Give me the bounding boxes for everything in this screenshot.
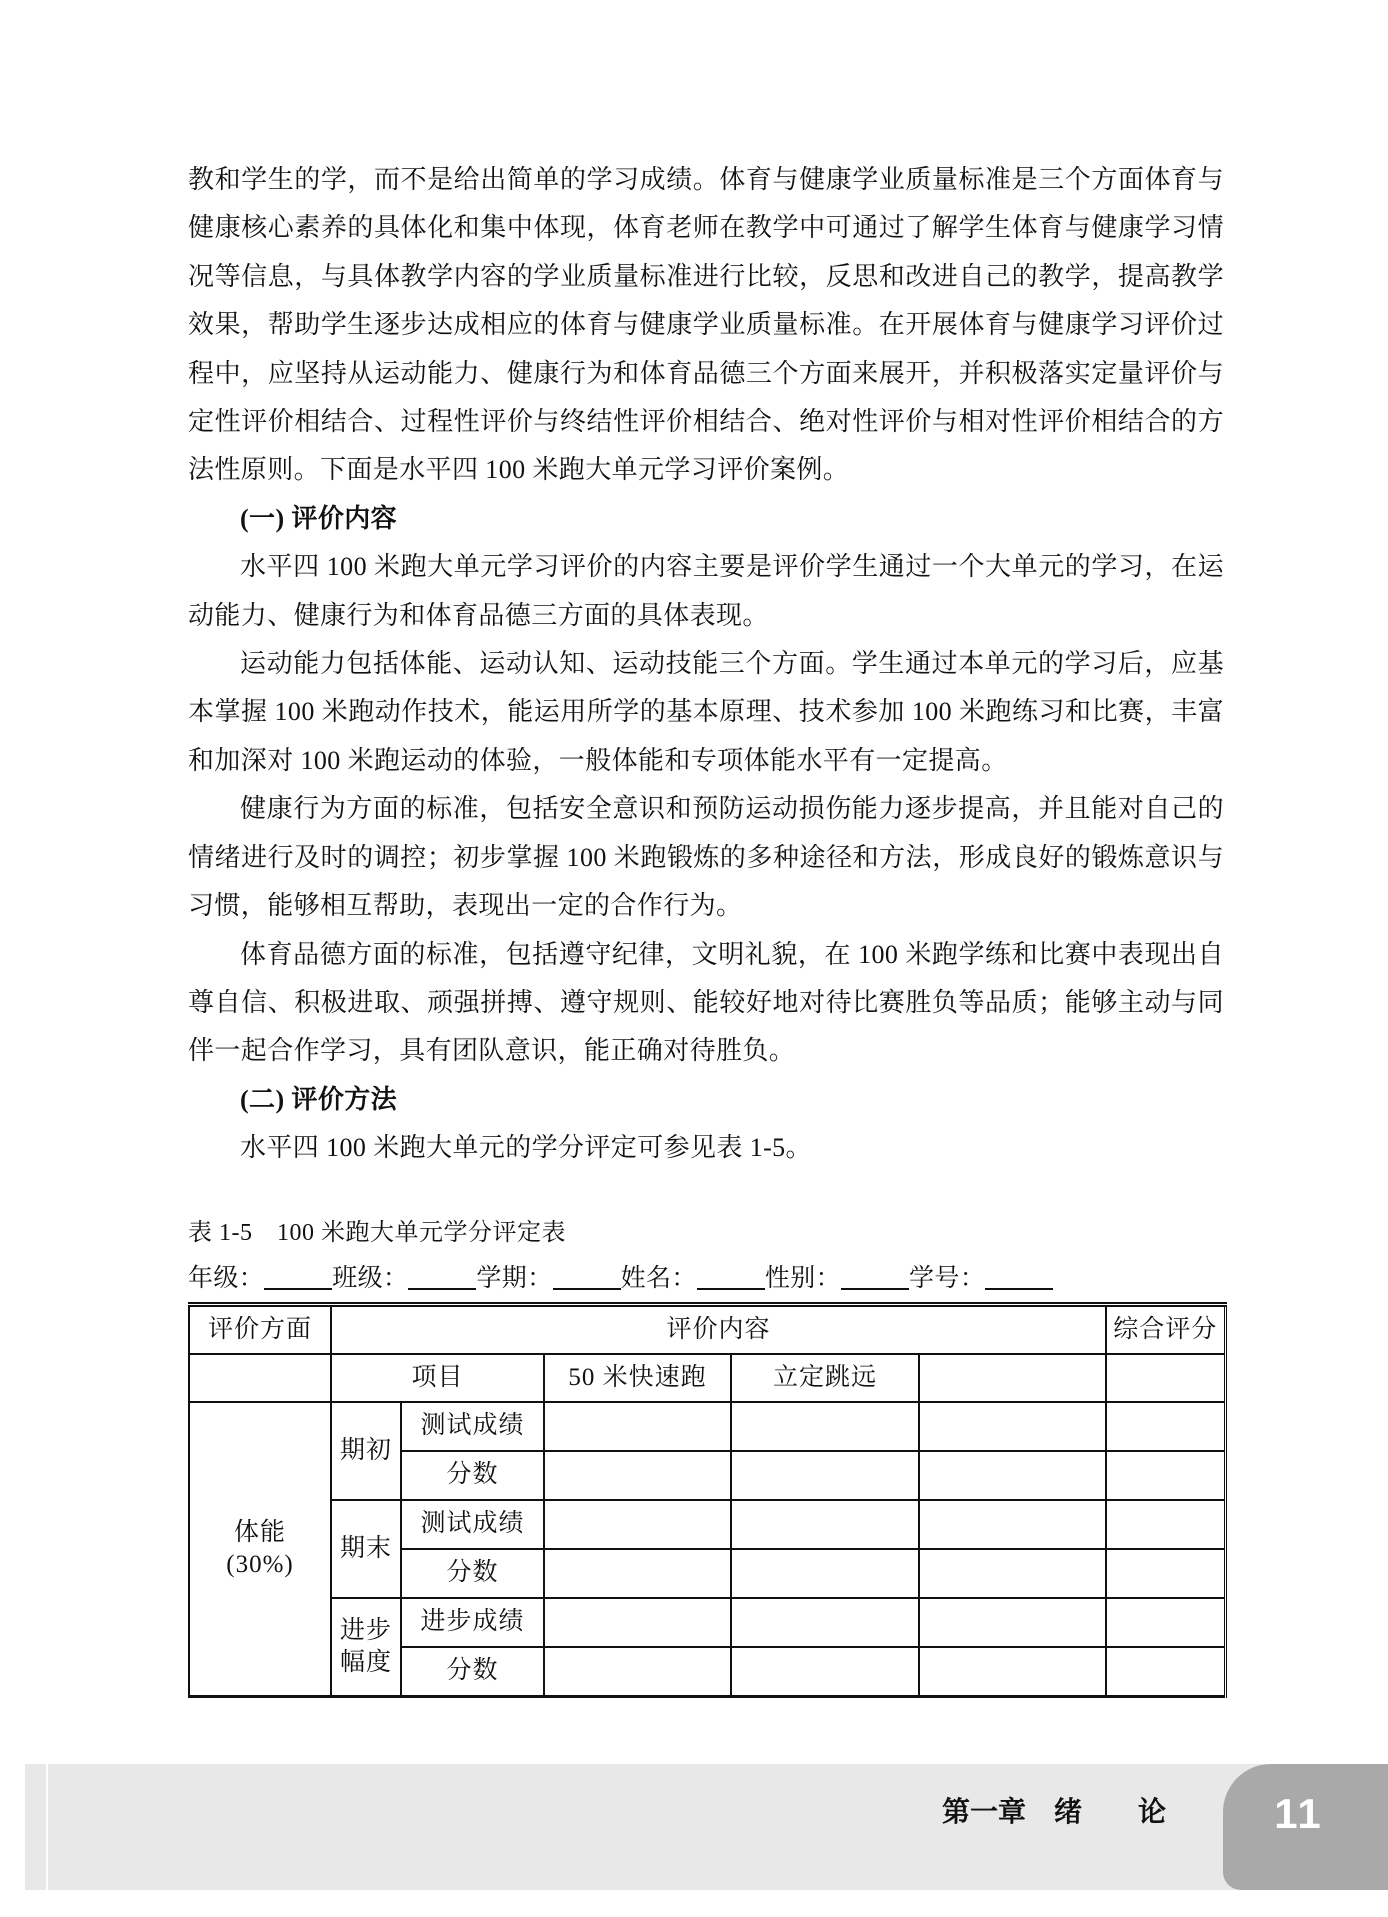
paragraph: 健康行为方面的标准，包括安全意识和预防运动损伤能力逐步提高，并且能对自己的情绪进行及时的调控；初步掌握 100 米跑锻炼的多种途径和方法，形成良好的锻炼意识与习惯，能够相互帮助，表现出一定的合作行为。 [188,794,1224,921]
credit-evaluation-table [188,1302,1227,1698]
period-progress-line2: 幅度 [339,1648,392,1676]
aspect-fitness-cell [189,1402,331,1697]
empty-cell [1106,1451,1225,1500]
empty-cell [544,1549,731,1598]
metric-label: 进步成绩 [401,1598,544,1647]
paragraph: 水平四 100 米跑大单元的学分评定可参见表 1-5。 [240,1133,812,1163]
metric-label: 分数 [401,1549,544,1598]
page-number-box [1223,1764,1388,1890]
empty-cell [1106,1500,1225,1549]
blank-grade [264,1284,332,1290]
form-label-grade: 年级： [188,1264,265,1292]
period-end-cell: 期末 [331,1500,401,1598]
empty-cell [731,1451,919,1500]
student-info-form-line [188,1261,1224,1297]
form-label-class: 班级： [332,1264,409,1292]
empty-cell [1106,1402,1225,1451]
empty-cell [919,1647,1106,1697]
paragraph: 教和学生的学，而不是给出简单的学习成绩。体育与健康学业质量标准是三个方面体育与健康核心素养的具体化和集中体现，体育老师在教学中可通过了解学生体育与健康学习情况等信息，与具体教学内容的学业质量标准进行比较，反思和改进自己的教学，提高教学效果，帮助学生逐步达成相应的体育与健康学业质量标准。在开展体育与健康学习评价过程中，应坚持从运动能力、健康行为和体育品德三个方面来展开，并积极落实定量评价与定性评价相结合、过程性评价与终结性评价相结合、绝对性评价与相对性评价相结合的方法性原则。下面是水平四 100 米跑大单元学习评价案例。 [188,165,1224,485]
section-heading-evaluation-content: (一) 评价内容 [240,503,398,533]
main-text-block [188,156,1224,1698]
paragraph: 体育品德方面的标准，包括遵守纪律，文明礼貌，在 100 米跑学练和比赛中表现出自尊自信、积极进取、顽强拼搏、遵守规则、能较好地对待比赛胜负等品质；能够主动与同伴一起合作学习，具有团队意识，能正确对待胜负。 [188,939,1224,1066]
paragraph: 水平四 100 米跑大单元学习评价的内容主要是评价学生通过一个大单元的学习，在运动能力、健康行为和体育品德三方面的具体表现。 [188,552,1224,630]
table-caption: 表 1-5 100 米跑大单元学分评定表 [188,1219,566,1246]
footer-left-strip [25,1764,46,1890]
blank-name [697,1284,765,1290]
metric-label: 分数 [401,1451,544,1500]
empty-cell [919,1354,1106,1402]
header-aspect: 评价方面 [189,1304,331,1354]
header-composite-score: 综合评分 [1106,1304,1225,1354]
empty-cell [1106,1647,1225,1697]
blank-student-id [985,1284,1053,1290]
empty-cell [731,1402,919,1451]
metric-label: 测试成绩 [401,1402,544,1451]
period-progress-line1: 进步 [339,1616,392,1644]
empty-cell [731,1647,919,1697]
empty-cell [1106,1354,1225,1402]
header-standing-long-jump: 立定跳远 [731,1354,919,1402]
aspect-fitness-label: 体能 [233,1518,286,1546]
page-number: 11 [1274,1790,1323,1837]
form-label-gender: 性别： [764,1264,842,1292]
empty-cell [189,1354,331,1402]
header-content: 评价内容 [331,1304,1106,1354]
metric-label: 测试成绩 [401,1500,544,1549]
empty-cell [544,1598,731,1647]
empty-cell [544,1647,731,1697]
empty-cell [1106,1598,1225,1647]
aspect-fitness-weight: (30%) [226,1550,294,1578]
form-label-name: 姓名： [620,1264,697,1292]
empty-cell [1106,1549,1225,1598]
empty-cell [919,1500,1106,1549]
blank-class [408,1284,476,1290]
empty-cell [544,1402,731,1451]
blank-term [553,1284,621,1290]
empty-cell [731,1500,919,1549]
header-item: 项目 [331,1354,544,1402]
empty-cell [919,1402,1106,1451]
blank-gender [841,1284,909,1290]
section-heading-evaluation-method: (二) 评价方法 [240,1084,398,1114]
form-label-student-id: 学号： [909,1264,986,1292]
period-progress-cell [331,1598,401,1697]
metric-label: 分数 [401,1647,544,1697]
empty-cell [919,1549,1106,1598]
empty-cell [731,1549,919,1598]
empty-cell [544,1500,731,1549]
paragraph: 运动能力包括体能、运动认知、运动技能三个方面。学生通过本单元的学习后，应基本掌握 100 米跑动作技术，能运用所学的基本原理、技术参加 100 米跑练习和比赛，丰富和加深对 100 米跑运动的体验，一般体能和专项体能水平有一定提高。 [188,649,1224,775]
header-50m-sprint: 50 米快速跑 [544,1354,731,1402]
form-label-term: 学期： [476,1264,553,1292]
footer-band [48,1764,1388,1890]
empty-cell [919,1451,1106,1500]
empty-cell [919,1598,1106,1647]
empty-cell [544,1451,731,1500]
period-begin-cell: 期初 [331,1402,401,1500]
empty-cell [731,1598,919,1647]
footer-chapter-title: 第一章 绪 论 [941,1796,1166,1827]
